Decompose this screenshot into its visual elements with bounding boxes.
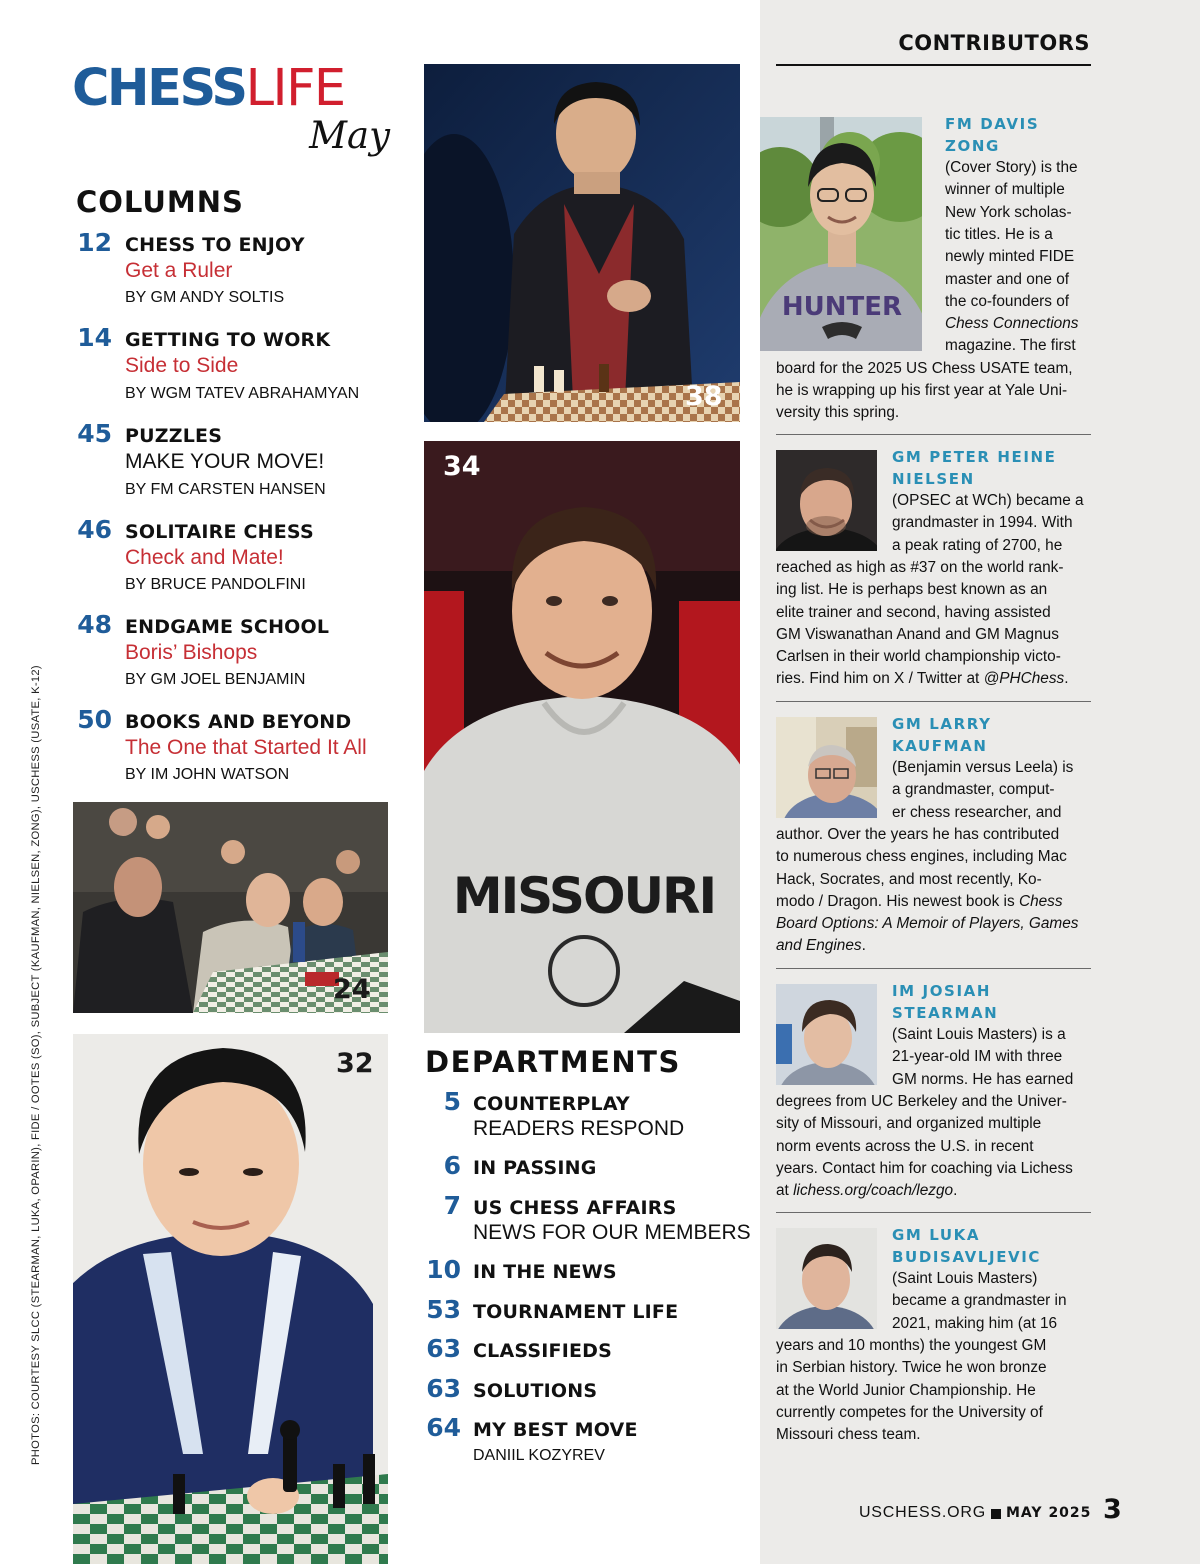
contributor-bio-line: winner of multiple [945, 181, 1065, 199]
department-page-number: 7 [443, 1191, 461, 1220]
department-title[interactable]: IN THE NEWS [473, 1261, 617, 1283]
contributor-bio-line: GM Viswanathan Anand and GM Magnus [776, 625, 1059, 643]
logo-chess-word: CHESS [72, 59, 246, 118]
contributor-bio-line: versity this spring. [776, 404, 900, 422]
department-title[interactable]: SOLUTIONS [473, 1380, 598, 1402]
contributor-bio-line: degrees from UC Berkeley and the Univer- [776, 1092, 1067, 1110]
department-title[interactable]: CLASSIFIEDS [473, 1340, 613, 1362]
column-page-number: 50 [77, 705, 112, 734]
column-title[interactable]: GETTING TO WORK [125, 329, 331, 351]
issue-month: May [309, 114, 390, 157]
department-title[interactable]: MY BEST MOVE [473, 1419, 638, 1441]
contributor-bio-line: Missouri chess team. [776, 1426, 921, 1444]
page-number: 3 [1103, 1494, 1122, 1525]
department-subtitle: NEWS FOR OUR MEMBERS [473, 1221, 751, 1244]
contributor-name-line: KAUFMAN [892, 737, 988, 755]
contributor-name-line: GM PETER HEINE [892, 448, 1057, 466]
contributor-bio-line: (Cover Story) is the [945, 159, 1078, 176]
column-title[interactable]: PUZZLES [125, 425, 223, 447]
contributor-bio-line: GM norms. He has earned [892, 1070, 1074, 1088]
contributor-bio-line: (OPSEC at WCh) became a [892, 492, 1084, 509]
contributor-bio-line: ing list. He is perhaps best known as an [776, 581, 1048, 599]
department-page-number: 53 [426, 1295, 461, 1324]
department-page-number: 5 [443, 1087, 461, 1116]
contributor-bio-line: master and one of [945, 270, 1070, 288]
column-page-number: 45 [77, 419, 112, 448]
contributor-bio-line: (Saint Louis Masters) [892, 1270, 1038, 1287]
departments-heading: DEPARTMENTS [425, 1045, 681, 1079]
column-title[interactable]: ENDGAME SCHOOL [125, 616, 330, 638]
contributor-bio-line: Chess Connections [945, 315, 1079, 333]
logo-life-word: LIFE [245, 59, 345, 118]
column-page-number: 14 [77, 323, 112, 352]
department-subtitle: READERS RESPOND [473, 1117, 685, 1140]
contributor-photo-peter-heine-nielsen [776, 450, 877, 551]
column-byline: BY BRUCE PANDOLFINI [125, 576, 306, 593]
contributor-bio-line: norm events across the U.S. in recent [776, 1137, 1034, 1155]
contributor-bio-line: (Saint Louis Masters) is a [892, 1026, 1066, 1043]
contributor-name-line: IM JOSIAH [892, 982, 992, 1000]
column-subtitle: Side to Side [125, 354, 239, 377]
contributor-divider [776, 434, 1091, 435]
column-page-number: 12 [77, 228, 112, 257]
column-title[interactable]: CHESS TO ENJOY [125, 234, 305, 256]
contributor-bio-line: board for the 2025 US Chess USATE team, [776, 359, 1073, 377]
contributor-bio-line: the co-founders of [945, 292, 1070, 310]
contributor-bio-line: at lichess.org/coach/lezgo. [776, 1182, 958, 1200]
column-subtitle: MAKE YOUR MOVE! [125, 450, 325, 473]
contributor-photo-luka-budisavljevic [776, 1228, 877, 1329]
contributor-bio-line: (Benjamin versus Leela) is [892, 759, 1074, 776]
contributor-name-line: FM DAVIS [945, 115, 1040, 133]
contributor-bio-line: became a grandmaster in [892, 1292, 1067, 1310]
department-subtitle: DANIIL KOZYREV [473, 1447, 605, 1464]
cover-story-photo-page-34[interactable] [424, 441, 740, 1033]
feature-photo-page-38[interactable] [424, 64, 740, 422]
column-subtitle: The One that Started It All [125, 736, 367, 759]
svg-text:HUNTER: HUNTER [781, 292, 903, 322]
department-page-number: 63 [426, 1374, 461, 1403]
contributor-bio-line: modo / Dragon. His newest book is Chess [776, 892, 1063, 910]
contributor-bio-line: at the World Junior Championship. He [776, 1381, 1036, 1399]
contributor-name-line: NIELSEN [892, 470, 975, 488]
contributor-photo-davis-zong [760, 117, 922, 351]
photo-page-number: 24 [333, 974, 371, 1005]
contributor-bio-line: ries. Find him on X / Twitter at @PHChess. [776, 670, 1069, 688]
column-page-number: 46 [77, 515, 112, 544]
department-title[interactable]: US CHESS AFFAIRS [473, 1197, 677, 1219]
contributor-name-line: STEARMAN [892, 1004, 999, 1022]
contributor-divider [776, 1212, 1091, 1213]
department-title[interactable]: TOURNAMENT LIFE [473, 1301, 679, 1323]
contributor-bio-line: to numerous chess engines, including Mac [776, 848, 1067, 866]
footer-separator-square [991, 1509, 1001, 1519]
column-byline: BY WGM TATEV ABRAHAMYAN [125, 385, 360, 402]
contributor-bio-line: a peak rating of 2700, he [892, 536, 1063, 554]
contributor-bio-line: Board Options: A Memoir of Players, Games [776, 915, 1079, 933]
column-byline: BY GM ANDY SOLTIS [125, 289, 285, 306]
scholastic-photo-page-32[interactable] [73, 1034, 388, 1564]
column-byline: BY FM CARSTEN HANSEN [125, 481, 326, 498]
column-subtitle: Boris’ Bishops [125, 641, 258, 664]
contributor-photo-josiah-stearman [776, 984, 877, 1085]
chess-life-logo [72, 58, 345, 120]
contributor-bio-line: years. Contact him for coaching via Lichess [776, 1159, 1073, 1177]
column-subtitle: Get a Ruler [125, 259, 233, 282]
contributor-divider [776, 701, 1091, 702]
contributors-heading: CONTRIBUTORS [898, 31, 1090, 55]
contributor-bio-line: tic titles. He is a [945, 225, 1053, 243]
contributor-bio-line: sity of Missouri, and organized multiple [776, 1115, 1042, 1133]
column-title[interactable]: SOLITAIRE CHESS [125, 521, 314, 543]
column-subtitle: Check and Mate! [125, 546, 284, 569]
contributor-bio-line: elite trainer and second, having assisted [776, 603, 1051, 621]
photo-page-number: 38 [685, 381, 723, 412]
department-page-number: 6 [443, 1151, 461, 1180]
contributor-divider [776, 968, 1091, 969]
department-page-number: 64 [426, 1413, 461, 1442]
photo-page-number: 34 [443, 451, 481, 482]
department-title[interactable]: IN PASSING [473, 1157, 597, 1179]
contributor-name-line: ZONG [945, 137, 1000, 155]
contributor-bio-line: reached as high as #37 on the world rank- [776, 558, 1064, 576]
contributor-bio-line: Hack, Socrates, and most recently, Ko- [776, 870, 1042, 888]
contributor-name-line: GM LARRY [892, 715, 992, 733]
column-page-number: 48 [77, 610, 112, 639]
contributor-bio-line: a grandmaster, comput- [892, 781, 1055, 799]
contributor-bio-line: currently competes for the University of [776, 1403, 1043, 1421]
contributor-bio-line: New York scholas- [945, 203, 1072, 221]
contributor-name-line: BUDISAVLJEVIC [892, 1248, 1042, 1266]
column-title[interactable]: BOOKS AND BEYOND [125, 711, 352, 733]
footer-issue-date: MAY 2025 [1006, 1505, 1092, 1521]
contributor-name-line: GM LUKA [892, 1226, 981, 1244]
department-page-number: 63 [426, 1334, 461, 1363]
contributor-photo-larry-kaufman [776, 717, 877, 818]
contributor-bio-line: magazine. The first [945, 337, 1076, 355]
columns-heading: COLUMNS [76, 185, 244, 219]
column-byline: BY GM JOEL BENJAMIN [125, 671, 306, 688]
column-byline: BY IM JOHN WATSON [125, 766, 290, 783]
contributor-bio-line: Carlsen in their world championship victo- [776, 648, 1061, 666]
contributor-bio-line: newly minted FIDE [945, 248, 1075, 266]
footer-website[interactable]: USCHESS.ORG [858, 1504, 986, 1521]
svg-text:MISSOURI: MISSOURI [452, 867, 716, 925]
contributor-bio-line: 2021, making him (at 16 [892, 1314, 1058, 1332]
department-page-number: 10 [426, 1255, 461, 1284]
contributor-bio-line: author. Over the years he has contributed [776, 825, 1060, 843]
contributors-heading-rule [776, 64, 1091, 66]
contributor-bio-line: and Engines. [776, 937, 866, 955]
contributor-bio-line: er chess researcher, and [892, 803, 1062, 821]
team-photo-page-24[interactable] [73, 802, 388, 1013]
photo-page-number: 32 [336, 1048, 374, 1079]
contributor-bio-line: 21-year-old IM with three [892, 1048, 1063, 1066]
contributor-bio-line: grandmaster in 1994. With [892, 514, 1073, 532]
contributor-bio-line: in Serbian history. Twice he won bronze [776, 1359, 1047, 1377]
department-title[interactable]: COUNTERPLAY [473, 1093, 630, 1115]
contributor-bio-line: years and 10 months) the youngest GM [776, 1336, 1047, 1354]
photo-credit: PHOTOS: COURTESY SLCC (STEARMAN, LUKA, OPARIN), FIDE / OOTES (SO), SUBJECT (KAUFMAN, NIELSEN, ZONG), USCHESS (USATE, K-12) [30, 665, 42, 1465]
contributor-bio-line: he is wrapping up his first year at Yale Uni- [776, 382, 1068, 399]
